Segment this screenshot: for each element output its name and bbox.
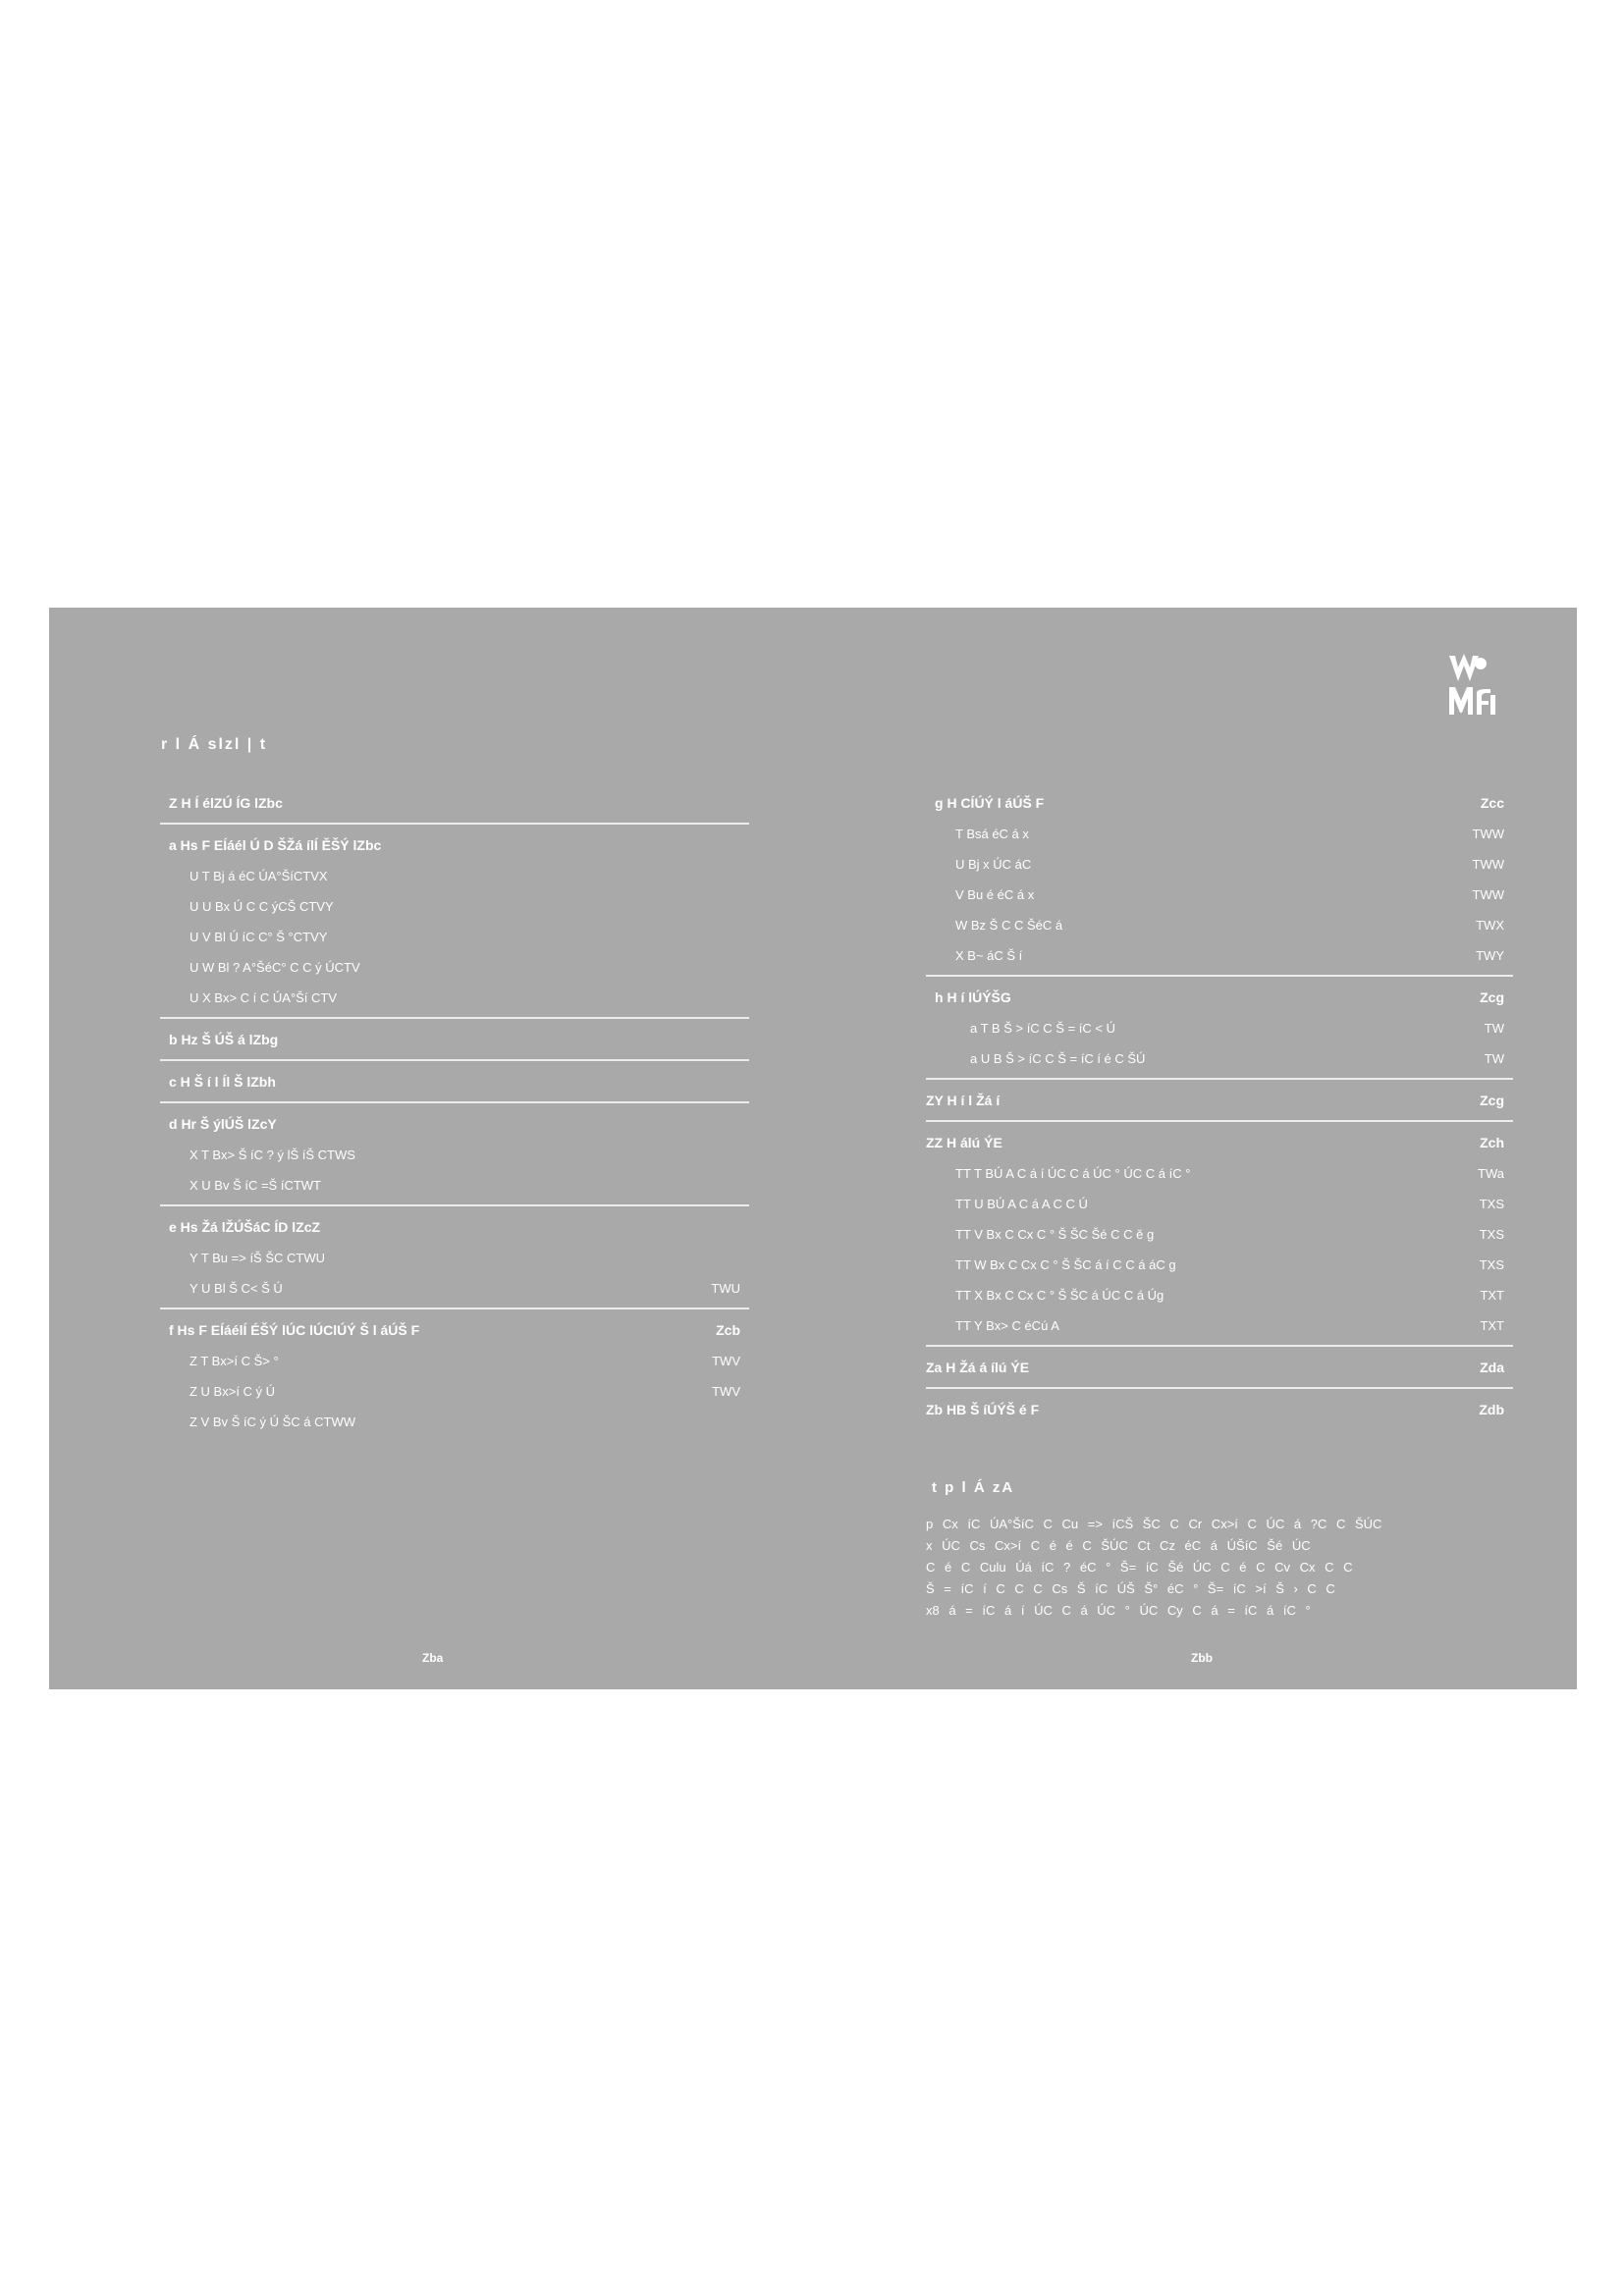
toc-section-title[interactable]	[160, 1219, 749, 1243]
toc-section	[926, 989, 1513, 1080]
toc-entry-label: TT Y Bx> C éCú A	[955, 1318, 1059, 1333]
toc-left-column	[160, 795, 749, 1454]
toc-section	[926, 1135, 1513, 1347]
toc-section-page: Zcg	[1480, 989, 1504, 1005]
toc-section-title[interactable]	[926, 795, 1513, 819]
toc-entry[interactable]	[926, 880, 1513, 910]
toc-entry-label: U X Bx> C í C ÚA°Ší CTV	[189, 990, 338, 1005]
abstract-line: C é C Culu Úá íC ? éC ° Š= íC Šé ÚC C é C Cv Cx C C	[926, 1560, 1353, 1575]
toc-section-label: Zb HB Š íÚÝŠ é F	[926, 1402, 1040, 1417]
toc-section-title[interactable]	[926, 1360, 1513, 1383]
toc-entry-label: X B~ áC Š í	[955, 948, 1023, 963]
toc-section-label: f Hs F EÍáélÍ ÉŠÝ lÚC lÚClÚÝ Š l áÚŠ F	[169, 1322, 420, 1338]
toc-entry[interactable]	[160, 1376, 749, 1407]
toc-entry[interactable]	[160, 952, 749, 983]
toc-entry[interactable]	[926, 1280, 1513, 1310]
toc-entry-label: U V Bl Ú íC C° Š °CTVY	[189, 930, 328, 944]
toc-entry[interactable]	[926, 1219, 1513, 1250]
abstract-line: x8 á = íC á í ÚC C á ÚC ° ÚC Cy C á = íC á íC °	[926, 1603, 1311, 1618]
toc-entry-page: TWW	[1472, 827, 1504, 841]
toc-entry-label: X T Bx> Š íC ? ý lŠ íŠ CTWS	[189, 1148, 355, 1162]
toc-entry[interactable]	[160, 1140, 749, 1170]
toc-section-title[interactable]	[926, 1093, 1513, 1116]
toc-entry-label: V Bu é éC á x	[955, 887, 1035, 902]
toc-entry[interactable]	[926, 1013, 1513, 1043]
toc-section-label: ZY H í l Žá í	[926, 1093, 1001, 1108]
toc-entry[interactable]	[926, 1043, 1513, 1074]
toc-entry[interactable]	[160, 1346, 749, 1376]
toc-section-title[interactable]	[926, 989, 1513, 1013]
toc-entry-label: Z T Bx>í C Š> °	[189, 1354, 279, 1368]
toc-section	[926, 1402, 1513, 1429]
toc-section-title[interactable]	[160, 1074, 749, 1097]
toc-entry[interactable]	[160, 1170, 749, 1201]
toc-entry[interactable]	[160, 922, 749, 952]
toc-entry-label: U T Bj á éC ÚA°ŠíCTVX	[189, 869, 328, 883]
toc-entry-label: Z U Bx>í C ý Ú	[189, 1384, 276, 1399]
page-number-left: Zba	[422, 1651, 444, 1665]
abstract-section	[926, 1479, 1476, 1622]
toc-entry-page: TXS	[1479, 1227, 1504, 1242]
toc-entry-label: TT X Bx C Cx C ° Š ŠC á ÚC C á Úg	[955, 1288, 1164, 1303]
toc-entry-page: TW	[1484, 1051, 1504, 1066]
toc-entry-label: a T B Š > íC C Š = íC < Ú	[970, 1021, 1115, 1036]
toc-section	[926, 1360, 1513, 1389]
toc-entry-page: TW	[1484, 1021, 1504, 1036]
toc-section-page: Zcg	[1480, 1093, 1504, 1108]
wmf-logo-icon	[1447, 654, 1498, 717]
toc-entry[interactable]	[926, 1158, 1513, 1189]
toc-section-label: d Hr Š ýlÚŠ lZcY	[169, 1116, 277, 1132]
toc-entry-page: TXS	[1479, 1257, 1504, 1272]
toc-section	[160, 1322, 749, 1441]
toc-entry-page: TXS	[1479, 1197, 1504, 1211]
toc-section-label: a Hs F EÍáél Ú D ŠŽá ílÍ ĚŠÝ lZbc	[169, 837, 382, 853]
toc-entry-page: TWV	[712, 1384, 740, 1399]
toc-entry-page: TXT	[1480, 1318, 1504, 1333]
toc-entry-label: TT W Bx C Cx C ° Š ŠC á í C C á áC g	[955, 1257, 1176, 1272]
toc-section-title[interactable]	[160, 1032, 749, 1055]
toc-entry-page: TWW	[1472, 857, 1504, 872]
toc-section-page: Zda	[1480, 1360, 1504, 1375]
toc-section-title[interactable]	[160, 795, 749, 819]
toc-entry[interactable]	[926, 819, 1513, 849]
document-spread	[49, 608, 1577, 1689]
toc-entry-label: a U B Š > íC C Š = íC í é C ŠÚ	[970, 1051, 1146, 1066]
toc-section-page: Zdb	[1479, 1402, 1504, 1417]
toc-section-title[interactable]	[160, 837, 749, 861]
toc-entry-page: TWW	[1472, 887, 1504, 902]
toc-section-label: h H í lÚÝŠG	[935, 989, 1011, 1005]
toc-section-page: Zcb	[716, 1322, 740, 1338]
abstract-line: Š = íC í C C C Cs Š íC ÚŠ Š° éC ° Š= íC >í Š › C C	[926, 1581, 1335, 1596]
toc-entry[interactable]	[160, 891, 749, 922]
toc-entry[interactable]	[926, 1250, 1513, 1280]
toc-section	[160, 1032, 749, 1061]
toc-entry-label: TT V Bx C Cx C ° Š ŠC Šé C C ě g	[955, 1227, 1155, 1242]
toc-section-label: b Hz Š ÚŠ á lZbg	[169, 1032, 279, 1047]
toc-section	[160, 837, 749, 1019]
toc-heading: r l Á slzl | t	[161, 736, 268, 753]
toc-entry[interactable]	[926, 940, 1513, 971]
toc-entry-label: T Bsá éC á x	[955, 827, 1029, 841]
toc-section-label: g H CÍÚÝ l áÚŠ F	[935, 795, 1045, 811]
toc-entry-label: Z V Bv Š íC ý Ú ŠC á CTWW	[189, 1415, 356, 1429]
toc-section	[160, 795, 749, 825]
page-number-right: Zbb	[1191, 1651, 1213, 1665]
toc-entry-label: X U Bv Š íC =Š íCTWT	[189, 1178, 321, 1193]
toc-entry-label: U U Bx Ú C C ýCŠ CTVY	[189, 899, 334, 914]
toc-section-title[interactable]	[160, 1116, 749, 1140]
abstract-body	[926, 1514, 1476, 1622]
toc-section	[160, 1219, 749, 1309]
toc-entry-label: U Bj x ÚC áC	[955, 857, 1032, 872]
toc-section-label: ZZ H álú ÝE	[926, 1135, 1002, 1150]
toc-section-page: Zcc	[1480, 795, 1504, 811]
toc-section	[160, 1116, 749, 1206]
abstract-heading: t p l Á zA	[932, 1479, 1015, 1496]
toc-section-label: Z H Í élZÚ ÍG lZbc	[169, 795, 283, 811]
toc-entry[interactable]	[926, 1189, 1513, 1219]
toc-section-page: Zch	[1480, 1135, 1504, 1150]
toc-section-label: Za H Žá á ílú ÝE	[926, 1360, 1030, 1375]
toc-entry[interactable]	[160, 861, 749, 891]
toc-section-label: c H Š í l Íl Š lZbh	[169, 1074, 276, 1090]
toc-entry-page: TWY	[1476, 948, 1504, 963]
toc-right-column	[926, 795, 1513, 1442]
toc-section-label: e Hs Žá lŽÚŠáC ÍD lZcZ	[169, 1219, 321, 1235]
toc-entry-page: TWU	[711, 1281, 740, 1296]
abstract-line: x ÚC Cs Cx>í C é é C ŠÚC Ct Cz éC á ÚŠíC Šé ÚC	[926, 1538, 1311, 1553]
toc-entry[interactable]	[160, 1407, 749, 1437]
toc-entry[interactable]	[926, 1310, 1513, 1341]
toc-entry[interactable]	[926, 910, 1513, 940]
toc-section	[926, 1093, 1513, 1122]
toc-section	[160, 1074, 749, 1103]
toc-entry[interactable]	[160, 1243, 749, 1273]
toc-entry-label: TT T BÚ A C á í ÚC C á ÚC ° ÚC C á íC °	[955, 1166, 1191, 1181]
abstract-line: p Cx íC ÚA°ŠíC C Cu => íCŠ ŠC C Cr Cx>í C ÚC á ?C C ŠÚC	[926, 1517, 1382, 1531]
toc-entry-label: U W Bl ? A°ŠéC° C C ý ÚCTV	[189, 960, 360, 975]
toc-entry[interactable]	[160, 1273, 749, 1304]
toc-entry-page: TXT	[1480, 1288, 1504, 1303]
toc-section-title[interactable]	[160, 1322, 749, 1346]
toc-section-title[interactable]	[926, 1135, 1513, 1158]
toc-entry-label: Y U Bl Š C< Š Ú	[189, 1281, 283, 1296]
toc-entry[interactable]	[926, 849, 1513, 880]
toc-section-title[interactable]	[926, 1402, 1513, 1425]
toc-entry-label: Y T Bu => íŠ ŠC CTWU	[189, 1251, 325, 1265]
toc-entry-label: TT U BÚ A C á A C C Ú	[955, 1197, 1088, 1211]
toc-entry-page: TWV	[712, 1354, 740, 1368]
toc-entry-page: TWX	[1476, 918, 1504, 933]
toc-entry[interactable]	[160, 983, 749, 1013]
toc-entry-page: TWa	[1478, 1166, 1504, 1181]
toc-entry-label: W Bz Š C C ŠéC á	[955, 918, 1063, 933]
toc-section	[926, 795, 1513, 977]
